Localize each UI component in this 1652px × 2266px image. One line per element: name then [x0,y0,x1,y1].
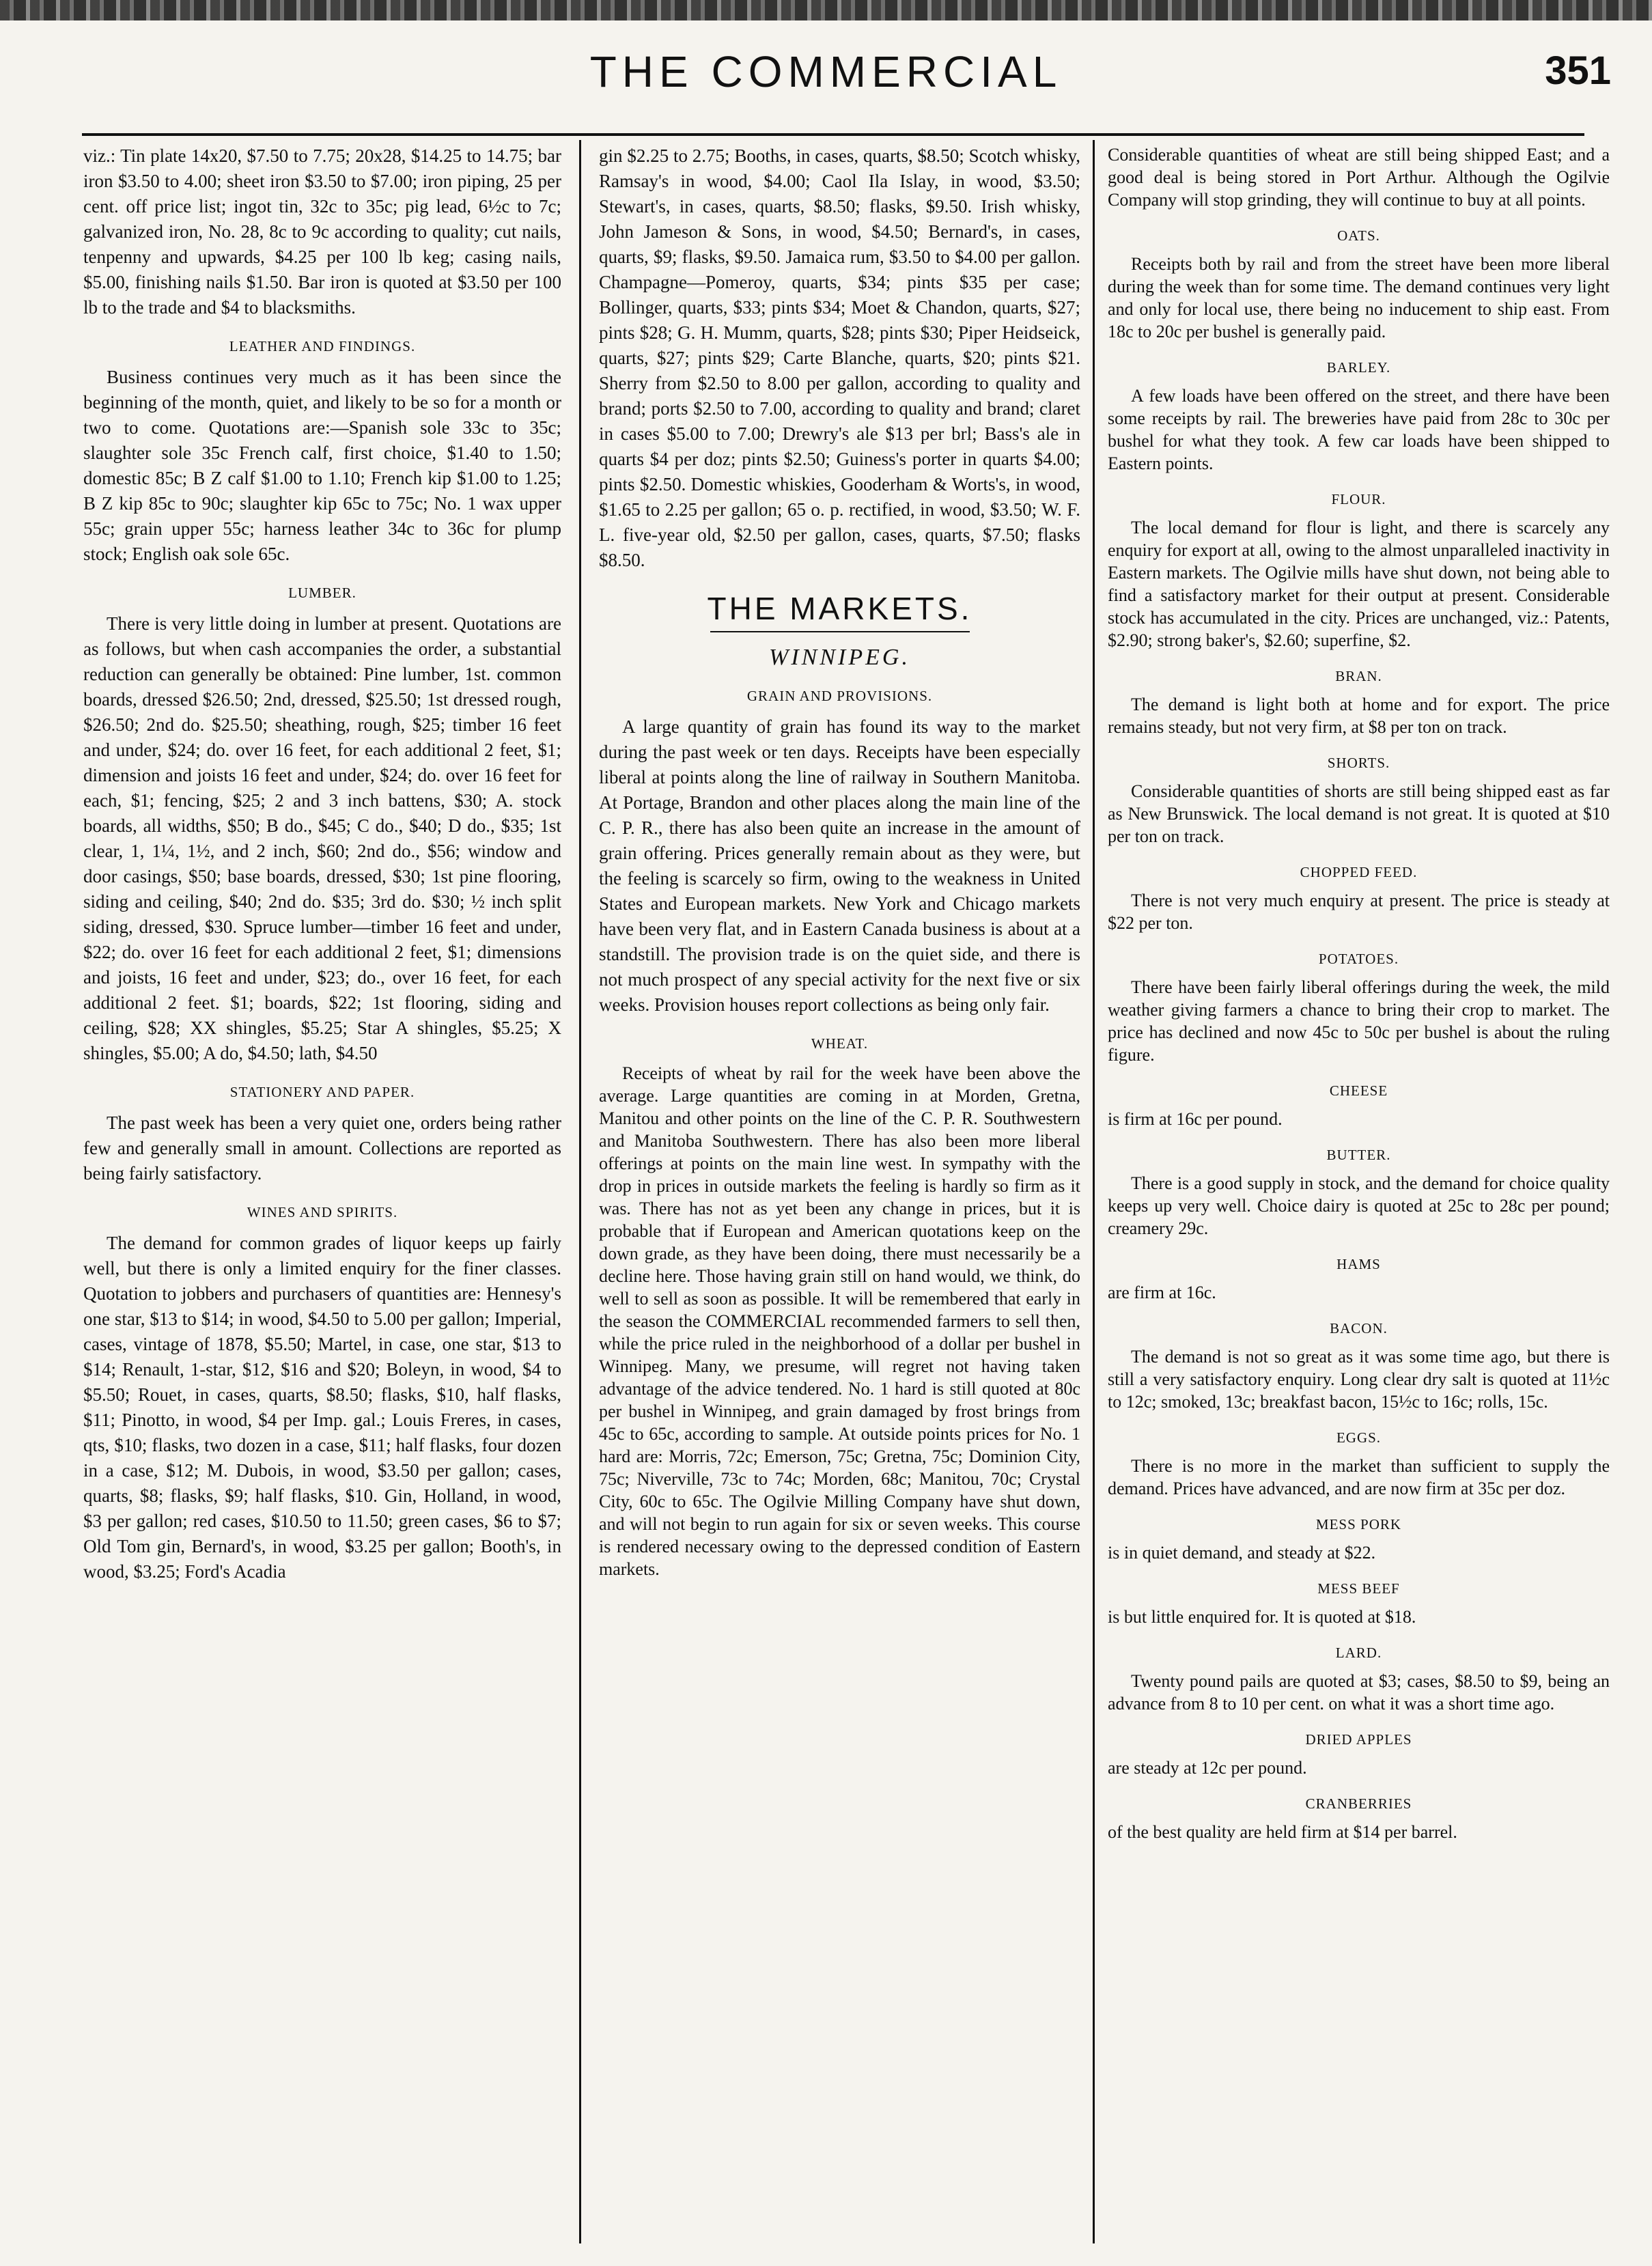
section-heading-wheat: WHEAT. [811,1035,869,1052]
leather-paragraph: Business continues very much as it has been since the beginning of the month, quiet, and likely to be so for a month or two to come. Quotations are:—Spanish sole 33c to 35c; slaughter sole 35c French calf, first choice, $1.40 to 1.50; domestic 85c; B Z calf $1.00 to 1.10; French kip $1.00 to 1.25; B Z kip 85c to 90c; slaughter kip 65c to 75c; No. 1 wax upper 55c; grain upper 55c; harness leather 34c to 36c for plump stock; English oak sole 65c. [83,367,561,564]
column-2 [599,143,1080,2240]
section-heading-barley: BARLEY. [1326,359,1391,376]
wheat-continued-paragraph: Considerable quantities of wheat are still being shipped East; and a good deal is being stored in Port Arthur. Although the Ogilvie Company will stop grinding, they will continue to buy at all points. [1108,145,1610,210]
markets-title: THE MARKETS. [707,591,972,626]
section-heading-mess-beef: MESS BEEF [1317,1580,1400,1597]
butter-paragraph: There is a good supply in stock, and the demand for choice quality keeps up very well. Choice dairy is quoted at 25c to 28c per pound; creamery 29c. [1108,1173,1610,1238]
section-heading-oats: OATS. [1337,227,1380,244]
oats-paragraph: Receipts both by rail and from the street have been more liberal during the week than for some time. The demand continues very light and only for local use, there being no inducement to ship east. From 18c to 20c per bushel is generally paid. [1108,254,1610,341]
stationery-paragraph: The past week has been a very quiet one, orders being rather few and generally small in amount. Collections are reported as being fairly satisfactory. [83,1113,561,1184]
dried-apples-paragraph: are steady at 12c per pound. [1108,1758,1307,1778]
masthead-rule [82,133,1584,136]
section-heading-potatoes: POTATOES. [1318,951,1399,967]
section-heading-hams: HAMS [1336,1256,1381,1272]
hams-paragraph: are firm at 16c. [1108,1283,1216,1302]
section-heading-butter: BUTTER. [1326,1147,1391,1163]
page-number: 351 [1545,48,1611,93]
section-heading-lard: LARD. [1335,1645,1382,1661]
lumber-paragraph: There is very little doing in lumber at present. Quotations are as follows, but when cash accompanies the order, a substantial reduction can generally be obtained: Pine lumber, 1st. common boards, dressed $26.50; 2nd, dressed, $25.50; 1st dressed rough, $26.50; 2nd do. $25.50; sheathing, rough, $25; timber 16 feet and under, $24; do. over 16 feet, for each additional 2 feet, $1; dimension and joists 16 feet and under, $24; do. over 16 feet for each, $1; fencing, $25; 2 and 3 inch battens, $30; A. stock boards, all widths, $50; B do., $45; C do., $40; D do., $35; 1st clear, 1, 1¼, 1½, and 2 inch, $60; 2nd do., $56; window and door casings, $50; base boards, dressed, $30; 1st pine flooring, siding and ceiling, $40; 2nd do. $35; 3rd do. $30; ½ inch split siding, dressed, $30. Spruce lumber—timber 16 feet and under, $22; do. over 16 feet for each additional 2 feet, $1; dimensions and joists, 16 feet and under, $23; do., over 16 feet, for each additional 2 feet. $1; boards, $22; 1st flooring, siding and ceiling, $28; XX shingles, $5.25; Star A shingles, $5.25; X shingles, $5.00; A do, $4.50; lath, $4.50 [83,613,561,1063]
bacon-paragraph: The demand is not so great as it was some time ago, but there is still a very satisfactory enquiry. Long clear dry salt is quoted at 11½c to 12c; smoked, 13c; breakfast bacon, 15½c to 16c; rolls, 15c. [1108,1347,1610,1412]
section-heading-leather: LEATHER AND FINDINGS. [229,338,416,354]
section-heading-mess-pork: MESS PORK [1315,1516,1402,1533]
bran-paragraph: The demand is light both at home and for export. The price remains steady, but not very firm, at $8 per ton on track. [1108,695,1610,737]
potatoes-paragraph: There have been fairly liberal offerings during the week, the mild weather giving farmers a chance to bring their crop to market. The price has declined and now 45c to 50c per bushel is about the ruling figure. [1108,977,1610,1065]
lard-paragraph: Twenty pound pails are quoted at $3; cases, $8.50 to $9, being an advance from 8 to 10 per cent. on what it was a short time ago. [1108,1671,1610,1714]
section-heading-bran: BRAN. [1335,668,1382,684]
column-3 [1108,143,1610,2240]
city-heading: WINNIPEG. [769,645,910,670]
spirits-continued-paragraph: gin $2.25 to 2.75; Booths, in cases, quarts, $8.50; Scotch whisky, Ramsay's in wood, $4.00; Caol Ila Islay, in wood, $3.50; Stewart's, in cases, quarts, $8.50; flasks, $9.50. Irish whisky, John Jameson & Sons, in wood, $4.50; Bernard's, in cases, quarts, $9; flasks, $9.50. Jamaica rum, $3.50 to $4.00 per gallon. Champagne—Pomeroy, quarts, $34; pints $35 per case; Bollinger, quarts, $33; pints $34; Moet & Chandon, quarts, $27; pints $28; G. H. Mumm, quarts, $28; pints $30; Piper Heidseick, quarts, $27; pints $29; Carte Blanche, quarts, $20; pints $21. Sherry from $2.50 to 8.00 per gallon, according to quality and brand; ports $2.50 to 7.00, according to quality and brand; claret in cases $5.00 to 7.00; Drewry's ale $13 per brl; Bass's ale in quarts $4 per doz; pints $2.50; Guiness's porter in quarts $4.00; pints $2.50. Domestic whiskies, Gooderham & Worts's, in wood, $1.65 to 2.25 per gallon; 65 o. p. rectified, in wood, $3.50; W. F. L. five-year old, $2.50 per gallon, cases, quarts, $7.50; flasks $8.50. [599,145,1080,570]
section-heading-stationery: STATIONERY AND PAPER. [229,1084,415,1100]
markets-title-rule [710,631,970,632]
iron-prices-paragraph: viz.: Tin plate 14x20, $7.50 to 7.75; 20x28, $14.25 to 14.75; bar iron $3.50 to 4.00; sheet iron $3.50 to $7.00; iron piping, 25 per cent. off price list; ingot tin, 32c to 35c; pig lead, 6½c to 7c; galvanized iron, No. 28, 8c to 9c according to quality; cut nails, tenpenny and upwards, $4.25 per 100 lb keg; casing nails, $5.00, finishing nails $1.50. Bar iron is quoted at $3.50 per 100 lb to the trade and $4 to blacksmiths. [83,145,561,318]
eggs-paragraph: There is no more in the market than sufficient to supply the demand. Prices have advanced, and are now firm at 35c per doz. [1108,1456,1610,1498]
section-heading-dried-apples: DRIED APPLES [1305,1731,1412,1748]
section-heading-bacon: BACON. [1330,1320,1388,1337]
cranberries-paragraph: of the best quality are held firm at $14 per barrel. [1108,1822,1457,1842]
section-heading-flour: FLOUR. [1331,491,1386,507]
page-top-band [0,0,1652,20]
mess-beef-paragraph: is but little enquired for. It is quoted at $18. [1108,1607,1416,1627]
mess-pork-paragraph: is in quiet demand, and steady at $22. [1108,1543,1376,1563]
wines-paragraph: The demand for common grades of liquor keeps up fairly well, but there is only a limited enquiry for the finer classes. Quotation to jobbers and purchasers of quantities are: Hennesy's one star, $13 to $14; in wood, $4.50 to 5.00 per gallon; Imperial, cases, vintage of 1878, $5.50; Martel, in case, one star, $13 to $14; Renault, 1-star, $12, $16 and $20; Boleyn, in wood, $4 to $5.50; Rouet, in cases, quarts, $8.50; flasks, $10, half flasks, $11; Pinotto, in wood, $4 per Imp. gal.; Louis Freres, in cases, qts, $10; flasks, two dozen in a case, $11; half flasks, four dozen in a case, $12; M. Dubois, in wood, $3.50 per gallon; cases, quarts, $8; flasks, $9; half flasks, $10. Gin, Holland, in wood, $3 per gallon; red cases, $10.50 to 11.50; green cases, $6 to $7; Old Tom gin, Bernard's, in wood, $3.25 per gallon; Booth's, in wood, $3.25; Ford's Acadia [83,1233,561,1582]
grain-paragraph: A large quantity of grain has found its way to the market during the past week or ten days. Receipts have been especially liberal at points along the line of railway in Southern Manitoba. At Portage, Brandon and other places along the main line of the C. P. R., there has also been quite an increase in the amount of grain offering. Prices generally remain about as they were, but the feeling is scarcely so firm, owing to the weakness in United States and European markets. New York and Chicago markets have been very flat, and in Eastern Canada business is about at a standstill. The provision trade is on the quiet side, and there is not much prospect of any special activity for the next five or six weeks. Provision houses report collections as being only fair. [599,716,1080,1015]
barley-paragraph: A few loads have been offered on the street, and there have been some receipts by rail. The breweries have paid from 28c to 30c per bushel for what they took. A few car loads have been shipped to Eastern points. [1108,386,1610,473]
column-divider-1 [579,140,581,2243]
shorts-paragraph: Considerable quantities of shorts are still being shipped east as far as New Brunswick. The local demand is not great. It is quoted at $10 per ton on track. [1108,781,1610,846]
column-1 [83,143,561,2240]
section-heading-eggs: EGGS. [1336,1429,1382,1446]
section-heading-cranberries: CRANBERRIES [1305,1795,1412,1812]
section-heading-shorts: SHORTS. [1327,755,1390,771]
section-heading-lumber: LUMBER. [288,585,356,601]
flour-paragraph: The local demand for flour is light, and there is scarcely any enquiry for export at all, owing to the almost unparalleled inactivity in Eastern markets. The Ogilvie mills have shut down, not being able to find a satisfactory market for their output at present. Considerable stock has accumulated in the city. Prices are unchanged, viz.: Patents, $2.90; strong baker's, $2.60; superfine, $2. [1108,518,1610,650]
section-heading-grain: GRAIN AND PROVISIONS. [746,688,933,704]
wheat-paragraph: Receipts of wheat by rail for the week have been above the average. Large quantities are coming in at Morden, Gretna, Manitou and other points on the line of the C. P. R. Southwestern and Manitoba Southwestern. There has also been more liberal offerings at points on the main line west. In sympathy with the drop in prices in outside markets the feeling is hardly so firm as it was. There has not as yet been any change in prices, but it is probable that if European and American quotations keep on the down grade, as they have been doing, there must necessarily be a decline here. Those having grain still on hand would, we think, do well to sell as soon as possible. It will be remembered that early in the season the COMMERCIAL recommended farmers to sell then, while the price ruled in the neighborhood of a dollar per bushel in Winnipeg. Many, we presume, will regret not having taken advantage of the advice tendered. No. 1 hard is still quoted at 80c per bushel in Winnipeg, and grain damaged by frost brings from 45c to 65c, according to sample. At outside points prices for No. 1 hard are: Morris, 72c; Emerson, 75c; Gretna, 75c; Dominion City, 75c; Niverville, 73c to 74c; Morden, 68c; Manitou, 70c; Crystal City, 60c to 65c. The Ogilvie Milling Company have shut down, and will not begin to run again for six or seven weeks. This course is rendered necessary owing to the depressed condition of Eastern markets. [599,1063,1080,1579]
section-heading-chopped-feed: CHOPPED FEED. [1300,864,1418,880]
column-divider-2 [1093,140,1095,2243]
chopped-feed-paragraph: There is not very much enquiry at present. The price is steady at $22 per ton. [1108,891,1610,933]
publication-title: THE COMMERCIAL [589,47,1063,96]
masthead [0,40,1652,115]
cheese-paragraph: is firm at 16c per pound. [1108,1109,1283,1129]
section-heading-cheese: CHEESE [1329,1082,1388,1099]
section-heading-wines: WINES AND SPIRITS. [247,1204,398,1220]
